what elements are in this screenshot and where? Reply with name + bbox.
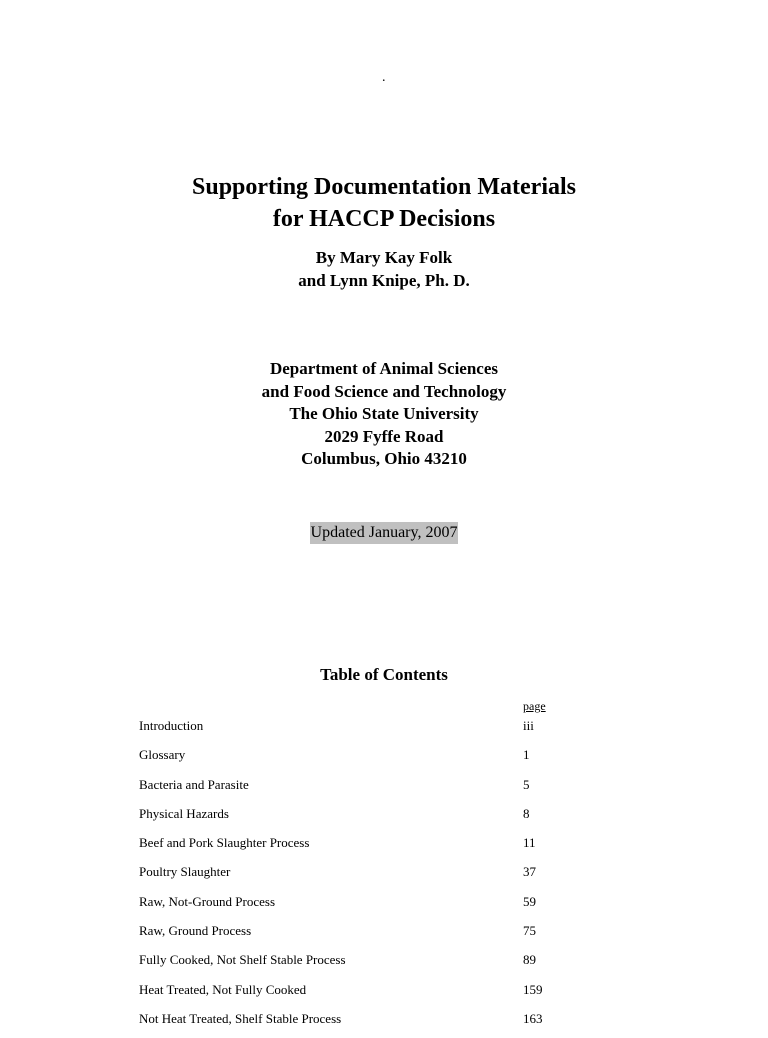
toc-entry-label: Raw, Ground Process [139, 923, 252, 939]
toc-entry-label: Not Heat Treated, Shelf Stable Process [139, 1010, 342, 1026]
toc-entry [0, 862, 768, 891]
toc-entry [0, 921, 768, 950]
toc-entry-page: 59 [523, 893, 536, 909]
updated-date: Updated January, 2007 [310, 522, 459, 544]
toc-list [0, 716, 768, 1038]
toc-heading: Table of Contents [320, 665, 448, 684]
title-line-2: for HACCP Decisions [272, 206, 496, 232]
toc-entry-page: 159 [523, 981, 543, 997]
toc-entry-label: Raw, Not-Ground Process [139, 893, 275, 909]
title-line-1: Supporting Documentation Materials [192, 174, 576, 200]
toc-entry [0, 745, 768, 774]
address-line-4: 2029 Fyffe Road [324, 426, 444, 446]
toc-entry-page: iii [523, 718, 534, 733]
toc-entry-label: Glossary [139, 747, 186, 763]
toc-entry-page: 89 [523, 952, 536, 968]
toc-page-column-header: page [523, 699, 546, 713]
address-block [0, 358, 768, 471]
stray-dot: . [382, 70, 386, 85]
toc-entry-label: Fully Cooked, Not Shelf Stable Process [139, 952, 346, 968]
toc-entry [0, 950, 768, 979]
toc-entry-label: Poultry Slaughter [139, 864, 231, 880]
toc-entry-label: Beef and Pork Slaughter Process [139, 835, 310, 851]
toc-entry-label: Introduction [139, 718, 204, 733]
document-title [0, 171, 768, 235]
address-line-3: The Ohio State University [289, 404, 479, 423]
toc-entry-page: 11 [523, 835, 536, 851]
toc-entry [0, 892, 768, 921]
toc-entry [0, 833, 768, 862]
toc-entry [0, 775, 768, 804]
address-line-1: Department of Animal Sciences [269, 359, 499, 378]
toc-entry [0, 804, 768, 833]
toc-entry [0, 1009, 768, 1038]
toc-entry-page: 163 [523, 1010, 543, 1026]
toc-entry-page: 8 [523, 805, 530, 821]
toc-entry-label: Physical Hazards [139, 805, 229, 821]
toc-entry [0, 980, 768, 1009]
toc-entry-page: 75 [523, 923, 536, 939]
authors-block [0, 246, 768, 292]
toc-entry-page: 5 [523, 776, 530, 792]
address-line-2: and Food Science and Technology [261, 381, 507, 401]
toc-entry-page: 37 [523, 864, 536, 880]
toc-entry-label: Heat Treated, Not Fully Cooked [139, 981, 307, 997]
toc-entry-label: Bacteria and Parasite [139, 776, 249, 792]
toc-entry [0, 716, 768, 745]
updated-wrapper [0, 522, 768, 544]
author-line-2: and Lynn Knipe, Ph. D. [298, 271, 470, 290]
author-line-1: By Mary Kay Folk [315, 248, 453, 267]
address-line-5: Columbus, Ohio 43210 [301, 449, 467, 468]
toc-entry-page: 1 [523, 747, 530, 763]
